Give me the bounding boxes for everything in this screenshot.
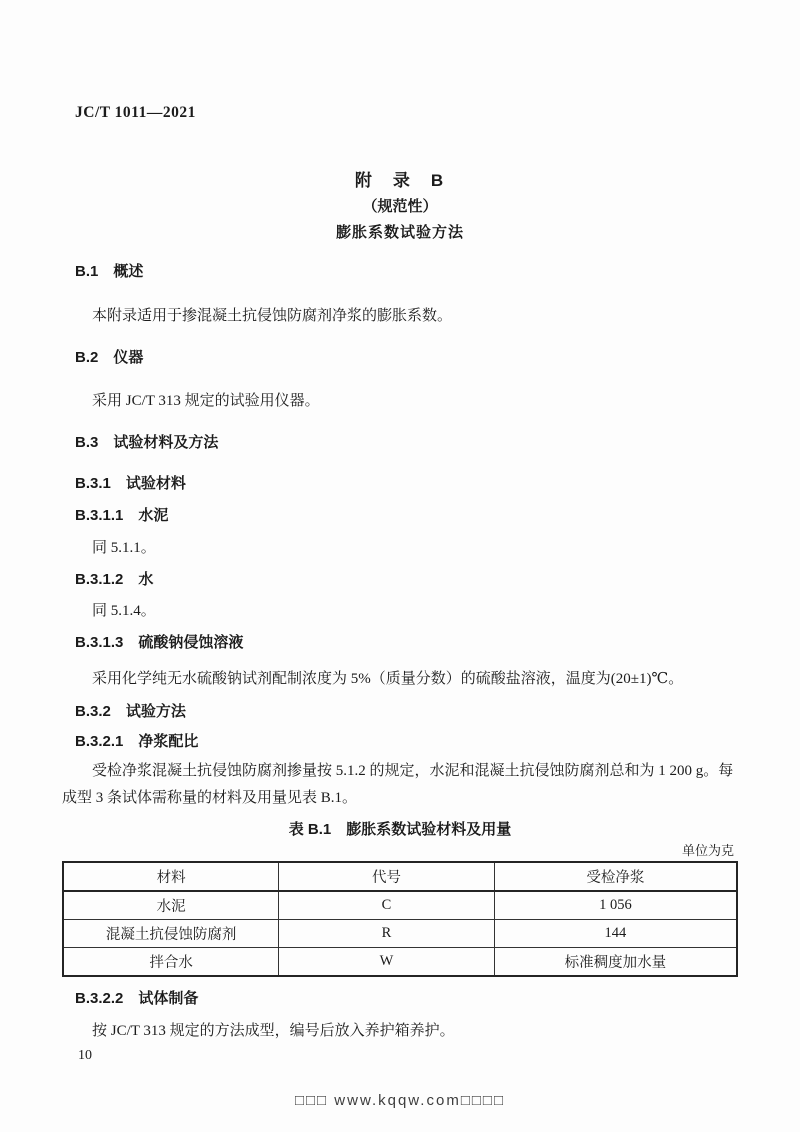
cell-symbol: C bbox=[279, 891, 495, 920]
heading-b32: B.3.2 试验方法 bbox=[75, 703, 186, 720]
cell-amount: 1 056 bbox=[494, 891, 737, 920]
standard-code: JC/T 1011—2021 bbox=[75, 104, 196, 121]
cell-symbol: R bbox=[279, 920, 495, 948]
table-b1-unit-note: 单位为克 bbox=[681, 843, 734, 858]
heading-b313: B.3.1.3 硫酸钠侵蚀溶液 bbox=[75, 634, 244, 651]
paragraph-b321: 受检净浆混凝土抗侵蚀防腐剂掺量按 5.1.2 的规定，水泥和混凝土抗侵蚀防腐剂总和为 1 200 g。每成型 3 条试体需称量的材料及用量见表 B.1。 bbox=[62, 763, 734, 806]
appendix-title: 附 录 B bbox=[354, 171, 446, 190]
table-b1-title: 表 B.1 膨胀系数试验材料及用量 bbox=[288, 821, 512, 838]
cell-amount: 144 bbox=[494, 920, 737, 948]
heading-b322: B.3.2.2 试体制备 bbox=[75, 990, 199, 1007]
paragraph-b322: 按 JC/T 313 规定的方法成型，编号后放入养护箱养护。 bbox=[92, 1023, 455, 1039]
table-header-material: 材料 bbox=[63, 862, 279, 891]
paragraph-b1: 本附录适用于掺混凝土抗侵蚀防腐剂净浆的膨胀系数。 bbox=[92, 308, 453, 324]
cell-material: 水泥 bbox=[63, 891, 279, 920]
cell-material: 拌合水 bbox=[63, 948, 279, 977]
watermark-text: □□□ www.kqqw.com□□□□ bbox=[294, 1092, 506, 1109]
table-header-symbol: 代号 bbox=[279, 862, 495, 891]
paragraph-b312: 同 5.1.4。 bbox=[92, 603, 156, 619]
appendix-normative-label: （规范性） bbox=[362, 198, 438, 215]
table-header-sample: 受检净浆 bbox=[494, 862, 737, 891]
table-header-row bbox=[63, 862, 737, 891]
heading-b2: B.2 仪器 bbox=[75, 349, 144, 366]
heading-b311: B.3.1.1 水泥 bbox=[75, 507, 169, 524]
appendix-subtitle: 膨胀系数试验方法 bbox=[335, 224, 464, 241]
page-number: 10 bbox=[78, 1048, 92, 1063]
table-b1 bbox=[62, 861, 738, 977]
paragraph-b311: 同 5.1.1。 bbox=[92, 540, 156, 556]
table-row bbox=[63, 920, 737, 948]
heading-b1: B.1 概述 bbox=[75, 263, 144, 280]
heading-b321: B.3.2.1 净浆配比 bbox=[75, 733, 199, 750]
table-row bbox=[63, 948, 737, 977]
paragraph-b313: 采用化学纯无水硫酸钠试剂配制浓度为 5%（质量分数）的硫酸盐溶液，温度为(20±1)℃。 bbox=[92, 671, 684, 687]
table-row bbox=[63, 891, 737, 920]
heading-b312: B.3.1.2 水 bbox=[75, 571, 154, 588]
cell-symbol: W bbox=[279, 948, 495, 977]
paragraph-b2: 采用 JC/T 313 规定的试验用仪器。 bbox=[92, 393, 320, 409]
cell-amount: 标准稠度加水量 bbox=[494, 948, 737, 977]
heading-b3: B.3 试验材料及方法 bbox=[75, 434, 219, 451]
cell-material: 混凝土抗侵蚀防腐剂 bbox=[63, 920, 279, 948]
heading-b31: B.3.1 试验材料 bbox=[75, 475, 186, 492]
appendix-title-block bbox=[62, 168, 738, 246]
